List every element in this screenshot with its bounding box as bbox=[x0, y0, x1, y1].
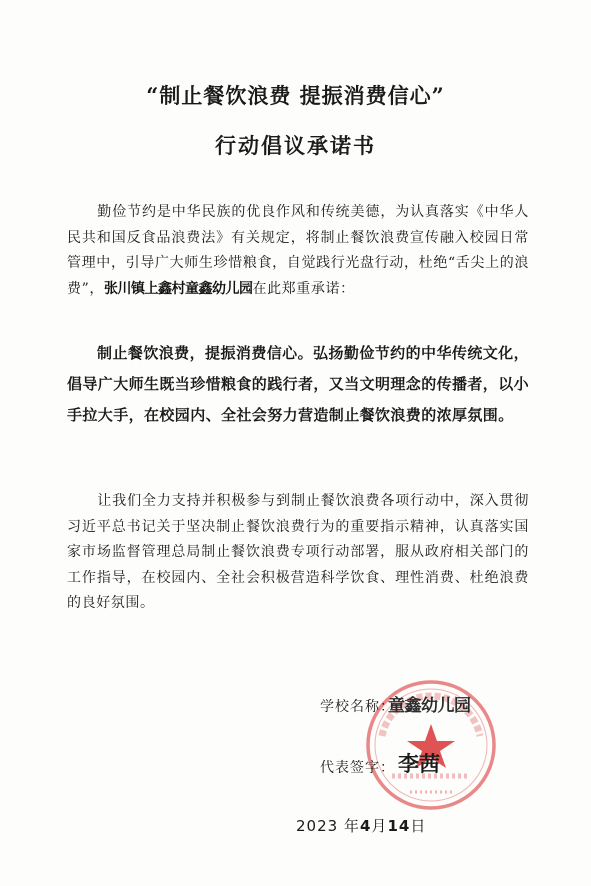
paragraph-commitment bbox=[67, 338, 529, 431]
paragraph-intro bbox=[67, 200, 529, 302]
date-year: 2023 bbox=[296, 817, 339, 835]
representative-label: 代表签字： bbox=[320, 760, 395, 776]
date-day: 14 bbox=[387, 817, 411, 835]
representative-signature: 李茜 bbox=[398, 752, 440, 776]
paragraph-intro-text: 勤俭节约是中华民族的优良作风和传统美德，为认真落实《中华人民共和国反食品浪费法》有关规定，将制止餐饮浪费宣传融入校园日常管理中，引导广大师生珍惜粮食，自觉践行光盘行动，杜绝“舌尖上的浪费”， bbox=[67, 204, 529, 297]
date-day-suffix: 日 bbox=[410, 817, 427, 835]
paragraph-call-to-action-text: 让我们全力支持并积极参与到制止餐饮浪费各项行动中，深入贯彻习近平总书记关于坚决制止餐饮浪费行为的重要指示精神，认真落实国家市场监督管理总局制止餐饮浪费专项行动部署，服从政府相关部门的工作指导，在校园内、全社会积极营造科学饮食、理性消费、杜绝浪费的良好氛围。 bbox=[67, 493, 529, 611]
document-subtitle: 行动倡议承诺书 bbox=[215, 133, 376, 158]
document-title: “制止餐饮浪费 提振消费信心” bbox=[146, 83, 445, 108]
paragraph-call-to-action bbox=[67, 489, 529, 617]
school-name-signature: 童鑫幼儿园 bbox=[388, 696, 471, 716]
date-year-suffix: 年 bbox=[343, 817, 360, 835]
paragraph-intro-end: 在此郑重承诺： bbox=[252, 280, 355, 297]
handwritten-school-name: 张川镇上鑫村童鑫幼儿园 bbox=[103, 280, 253, 297]
school-name-label: 学校名称： bbox=[320, 699, 395, 715]
date-month-suffix: 月 bbox=[371, 817, 388, 835]
date-month: 4 bbox=[359, 817, 372, 835]
paragraph-commitment-text: 制止餐饮浪费，提振消费信心。弘扬勤俭节约的中华传统文化，倡导广大师生既当珍惜粮食的践行者，又当文明理念的传播者，以小手拉大手，在校园内、全社会努力营造制止餐饮浪费的浓厚氛围。 bbox=[67, 344, 530, 424]
document-date bbox=[296, 815, 426, 836]
